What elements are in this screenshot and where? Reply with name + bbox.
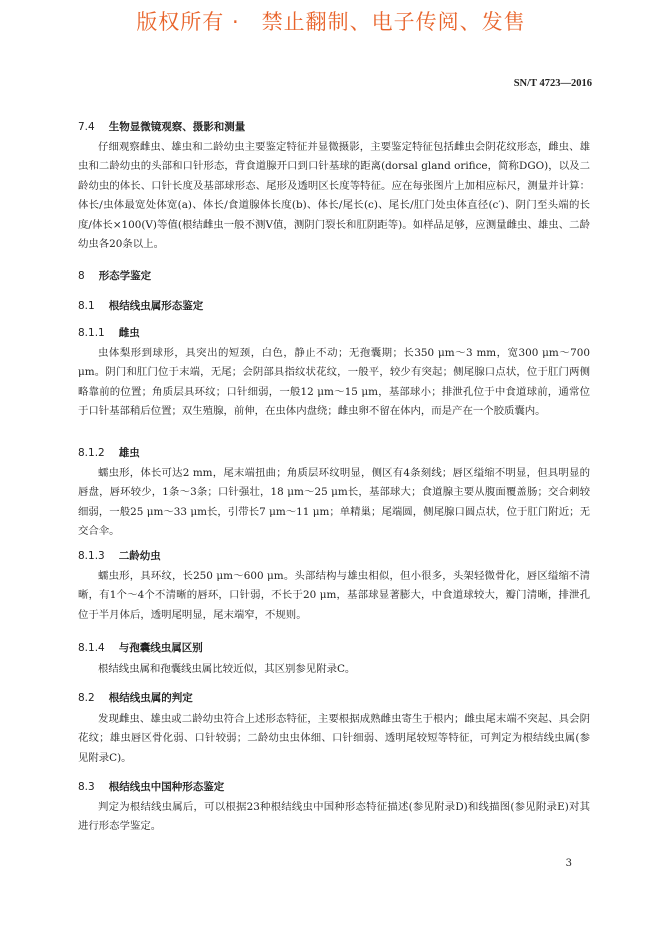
section-title: 根结线虫属的判定 bbox=[108, 692, 193, 704]
paragraph: 虫体梨形到球形，具突出的短颈，白色，静止不动；无孢囊期；长350 μm～3 mm，宽300 μm～700 μm。阴门和肛门位于末端，无尾；会阴部具指纹状花纹，一般平，较少有突起；侧尾腺口点状，位于肛门两侧略靠前的位置；角质层具环纹；口针细弱，一般12 μm～15 μm，基部球小；排泄孔位于中食道球前，通常位于口针基部稍后位置；双生殖腺，前伸，在虫体内盘绕；雌虫卵不留在体内，而是产在一个胶质囊内。 bbox=[78, 347, 590, 418]
section-title: 根结线虫属形态鉴定 bbox=[108, 300, 204, 312]
paragraph: 判定为根结线虫属后，可以根据23种根结线虫中国种形态特征描述(参见附录D)和线描图(参见附录E)对其进行形态学鉴定。 bbox=[78, 801, 590, 833]
paragraph: 蠕虫形，体长可达2 mm，尾末端扭曲；角质层环纹明显，侧区有4条刻线；唇区缢缩不明显，但具明显的唇盘，唇环较少，1条～3条；口针强壮，18 μm～25 μm长，基部球大；食道腺主要从腹面覆盖肠；交合刺较细弱，一般25 μm～33 μm长，引带长7 μm～11 μm；单精巢；尾端圆，侧尾腺口圆点状，位于肛门附近；无交合伞。 bbox=[78, 467, 590, 538]
section-title: 雄虫 bbox=[118, 447, 140, 459]
document-number: SN/T 4723—2016 bbox=[513, 78, 592, 89]
section-title: 与孢囊线虫属区别 bbox=[118, 642, 203, 654]
section-heading bbox=[78, 119, 245, 134]
paragraph: 发现雌虫、雄虫或二龄幼虫符合上述形态特征，主要根据成熟雌虫寄生于根内；雌虫尾末端不突起、具会阴花纹；雄虫唇区骨化弱、口针较弱；二龄幼虫虫体细、口针细弱、透明尾较短等特征，可判定为根结线虫属(参见附录C)。 bbox=[78, 713, 590, 764]
section-number: 8.1 bbox=[78, 300, 95, 312]
section-title: 形态学鉴定 bbox=[98, 270, 152, 282]
section-number: 8.2 bbox=[78, 692, 95, 704]
section-title: 雌虫 bbox=[118, 327, 140, 339]
paragraph: 仔细观察雌虫、雄虫和二龄幼虫主要鉴定特征并显微摄影，主要鉴定特征包括雌虫会阴花纹形态，雌虫、雄虫和二龄幼虫的头部和口针形态，背食道腺开口到口针基球的距离(dorsal gland orifice，简称DGO)，以及二龄幼虫的体长、口针长度及基部球形态、尾形及透明区长度等特征。应在每张图片上加相应标尺，测量并计算：体长/虫体最宽处体宽(a)、体长/食道腺体长度(b)、体长/尾长(c)、尾长/肛门处虫体直径(c′)、阴门至头端的长度/体长×100(V)等值(根结雌虫一般不测V值，测阴门裂长和肛阴距等)。如样品足够，应测量雌虫、雄虫、二龄幼虫各20条以上。 bbox=[78, 141, 590, 251]
section-number: 8.1.4 bbox=[78, 642, 105, 654]
section-number: 7.4 bbox=[78, 121, 95, 133]
section-number: 8 bbox=[78, 270, 85, 282]
paragraph: 根结线虫属和孢囊线虫属比较近似，其区别参见附录C。 bbox=[98, 663, 356, 675]
watermark-text: 版权所有 · 禁止翻制、电子传阅、发售 bbox=[136, 10, 526, 34]
section-number: 8.3 bbox=[78, 781, 95, 793]
section-number: 8.1.3 bbox=[78, 550, 105, 562]
section-heading bbox=[78, 325, 140, 340]
section-title: 二龄幼虫 bbox=[118, 550, 161, 562]
page-number: 3 bbox=[565, 858, 572, 869]
section-number: 8.1.1 bbox=[78, 327, 105, 339]
section-heading bbox=[78, 690, 193, 705]
section-heading bbox=[78, 298, 203, 313]
section-heading bbox=[78, 268, 151, 283]
section-title: 生物显微镜观察、摄影和测量 bbox=[108, 121, 246, 133]
section-title: 根结线虫中国种形态鉴定 bbox=[108, 781, 225, 793]
section-heading bbox=[78, 548, 161, 563]
section-heading bbox=[78, 640, 203, 655]
section-heading bbox=[78, 445, 140, 460]
paragraph: 蠕虫形，具环纹，长250 μm～600 μm。头部结构与雄虫相似，但小很多，头架轻微骨化，唇区缢缩不清晰，有1个～4个不清晰的唇环，口针弱，不长于20 μm，基部球显著膨大，中食道球较大，瓣门清晰，排泄孔位于半月体后，透明尾明显，尾末端窄，不规则。 bbox=[78, 570, 590, 621]
section-heading bbox=[78, 779, 224, 794]
section-number: 8.1.2 bbox=[78, 447, 105, 459]
